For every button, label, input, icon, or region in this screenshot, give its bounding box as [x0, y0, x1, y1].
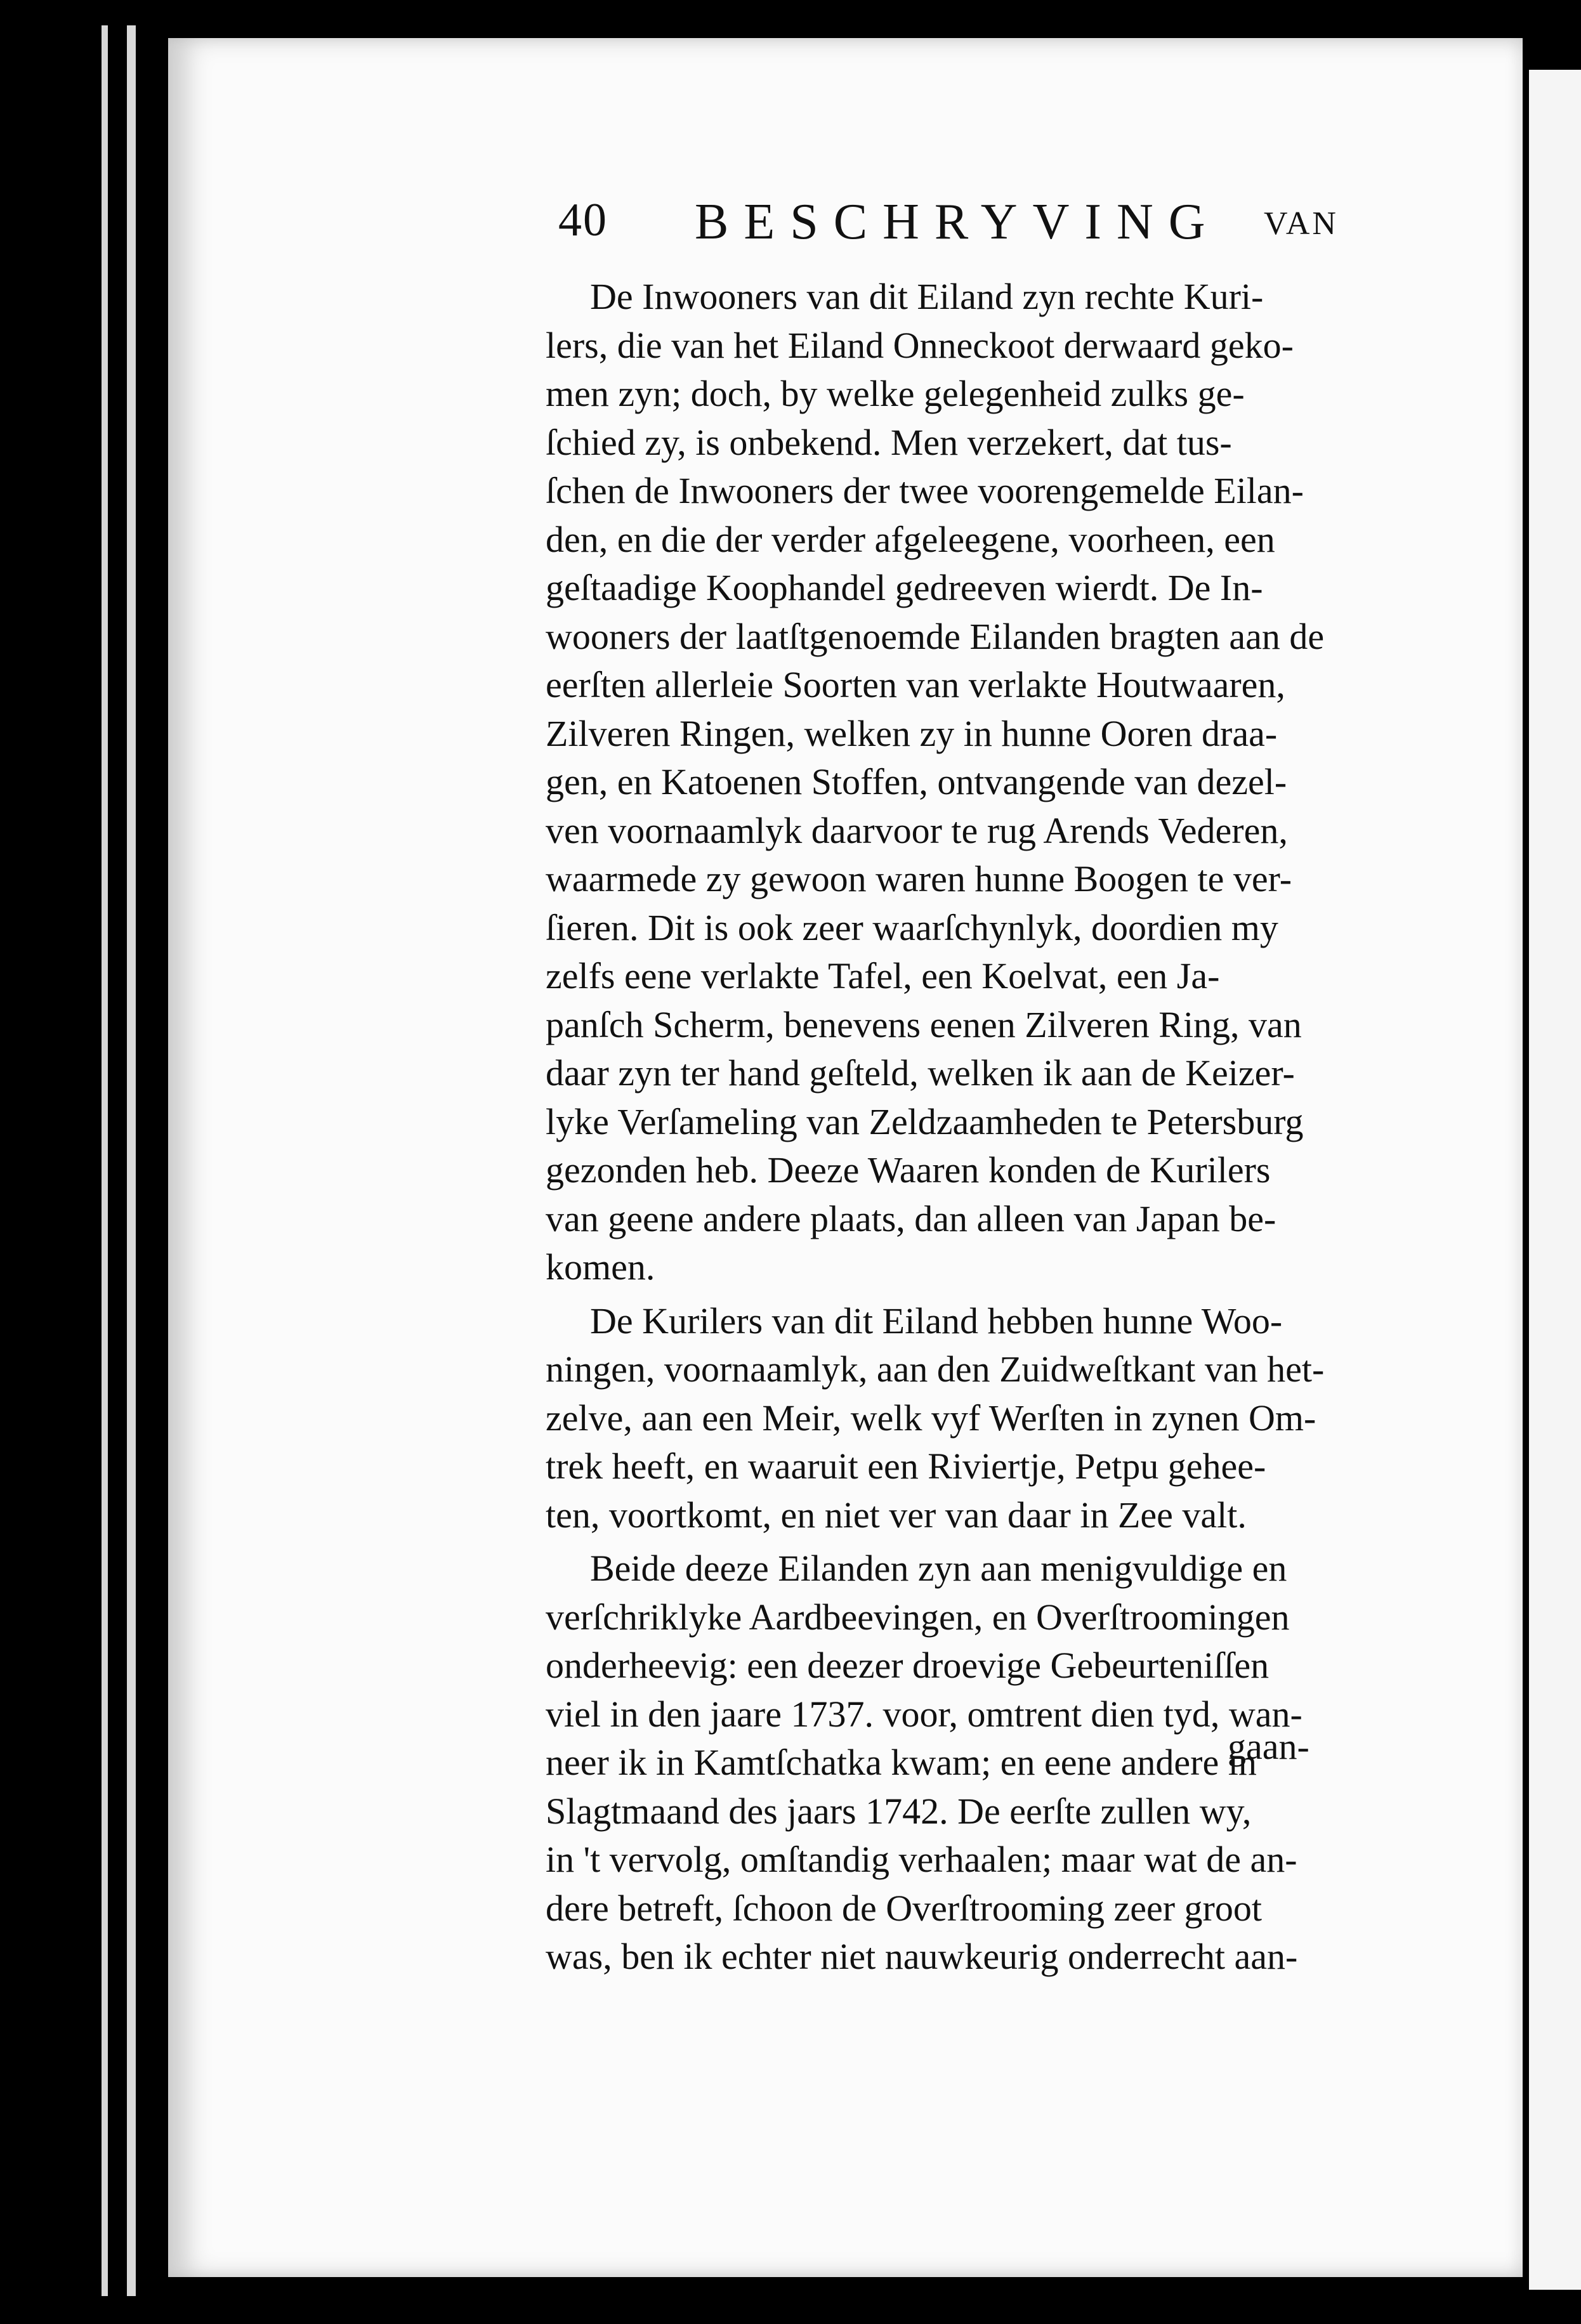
text-line: dere betreft, ſchoon de Overſtrooming zeer groot [546, 1887, 1262, 1929]
text-line: ten, voortkomt, en niet ver van daar in Zee valt. [546, 1494, 1247, 1536]
text-line: was, ben ik echter niet nauwkeurig onderrecht aan- [546, 1936, 1298, 1977]
catchword: gaan- [1228, 1726, 1309, 1767]
text-line: komen. [546, 1246, 655, 1288]
text-line: waarmede zy gewoon waren hunne Boogen te ver- [546, 858, 1292, 899]
text-line: neer ik in Kamtſchatka kwam; en eene andere in [546, 1742, 1257, 1783]
text-line: geſtaadige Koophandel gedreeven wierdt. De In- [546, 567, 1263, 608]
page-number: 40 [558, 194, 608, 246]
facing-page-edge [1529, 70, 1581, 2290]
running-title-suffix: VAN [1264, 206, 1339, 242]
text-line: eerſten allerleie Soorten van verlakte Houtwaaren, [546, 664, 1285, 705]
page-edge-line [127, 25, 136, 2296]
text-line: van geene andere plaats, dan alleen van Japan be- [546, 1198, 1276, 1239]
text-line: Zilveren Ringen, welken zy in hunne Ooren draa- [546, 712, 1278, 754]
text-line: ſchen de Inwooners der twee voorengemelde Eilan- [546, 470, 1304, 511]
running-title: BESCHRYVING [695, 194, 1221, 250]
text-line: ningen, voornaamlyk, aan den Zuidweſtkant van het- [546, 1348, 1325, 1390]
text-line: ſchied zy, is onbekend. Men verzekert, dat tus- [546, 421, 1232, 463]
text-line: De Kurilers van dit Eiland hebben hunne Woo- [590, 1300, 1283, 1342]
text-line: lers, die van het Eiland Onneckoot derwaard geko- [546, 324, 1294, 366]
text-line: daar zyn ter hand geſteld, welken ik aan de Keizer- [546, 1052, 1295, 1093]
text-line: men zyn; doch, by welke gelegenheid zulks ge- [546, 373, 1245, 414]
text-line: Beide deeze Eilanden zyn aan menigvuldige en [590, 1548, 1287, 1589]
text-line: trek heeft, en waaruit een Riviertje, Petpu gehee- [546, 1446, 1266, 1487]
text-line: lyke Verſameling van Zeldzaamheden te Petersburg [546, 1100, 1304, 1142]
paragraph [546, 1297, 1345, 1540]
text-line: onderheevig: een deezer droevige Gebeurteniſſen [546, 1645, 1269, 1686]
book-edge-left [0, 0, 95, 2324]
text-line: zelve, aan een Meir, welk vyf Werſten in zynen Om- [546, 1397, 1316, 1439]
paragraph [546, 273, 1345, 1292]
text-line: gen, en Katoenen Stoffen, ontvangende van dezel- [546, 761, 1287, 802]
text-line: in 't vervolg, omſtandig verhaalen; maar wat de an- [546, 1839, 1297, 1880]
text-line: wooners der laatſtgenoemde Eilanden bragten aan de [546, 615, 1325, 657]
page-edge-line [102, 25, 108, 2296]
paragraph [546, 1544, 1345, 1981]
text-line: ven voornaamlyk daarvoor te rug Arends Vederen, [546, 809, 1288, 851]
text-line: De Inwooners van dit Eiland zyn rechte Kuri- [590, 276, 1264, 317]
page-header [558, 193, 1339, 270]
text-line: gezonden heb. Deeze Waaren konden de Kurilers [546, 1149, 1271, 1191]
text-line: den, en die der verder afgeleegene, voorheen, een [546, 518, 1275, 560]
text-line: viel in den jaare 1737. voor, omtrent dien tyd, wan- [546, 1693, 1302, 1735]
text-line: verſchriklyke Aardbeevingen, en Overſtroomingen [546, 1596, 1290, 1638]
text-line: panſch Scherm, benevens eenen Zilveren Ring, van [546, 1003, 1302, 1045]
text-line: Slagtmaand des jaars 1742. De eerſte zullen wy, [546, 1790, 1252, 1832]
text-line: zelfs eene verlakte Tafel, een Koelvat, een Ja- [546, 955, 1220, 996]
text-line: ſieren. Dit is ook zeer waarſchynlyk, doordien my [546, 906, 1278, 948]
body-text [546, 273, 1345, 1981]
